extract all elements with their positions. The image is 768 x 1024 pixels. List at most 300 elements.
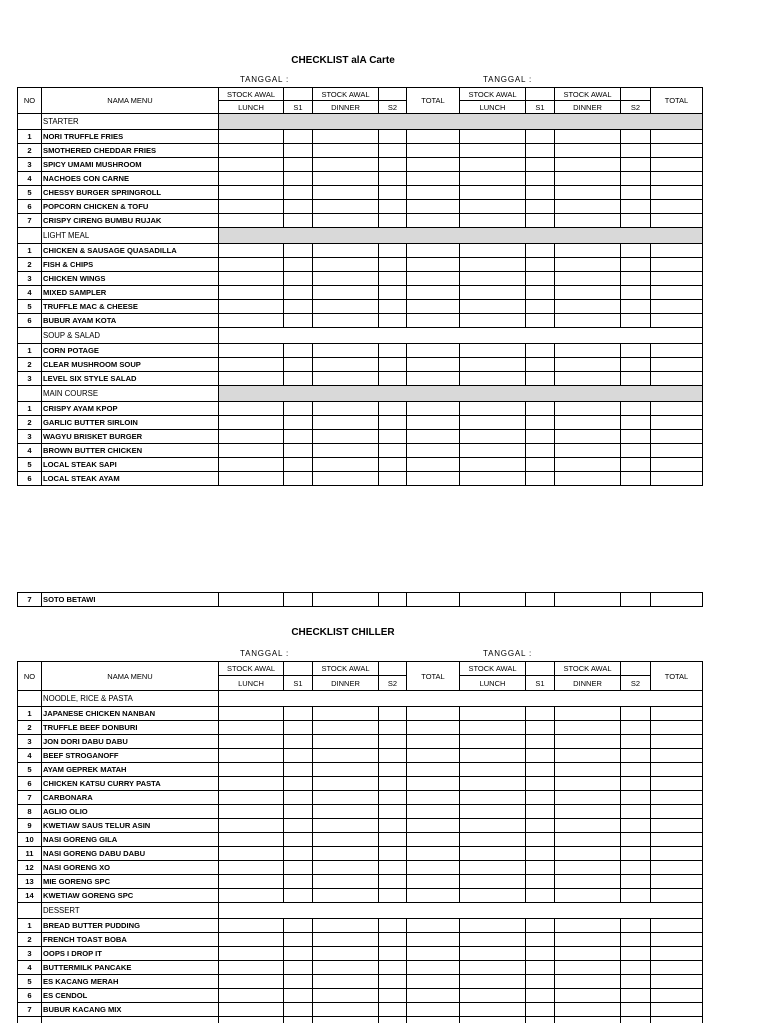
entry-cell-s2-2 [621,805,651,819]
item-number: 1 [18,707,42,721]
entry-cell-dinner-2 [555,130,621,144]
entry-cell-lunch-2 [460,1003,526,1017]
entry-cell-s2-2 [621,172,651,186]
entry-cell-dinner-2 [555,735,621,749]
entry-cell-dinner-1 [313,472,379,486]
entry-cell-total-2 [651,777,703,791]
entry-cell-total-2 [651,861,703,875]
item-name: NACHOES CON CARNE [42,172,219,186]
col-header-stock-awal: STOCK AWAL [313,662,379,676]
section-blank [219,328,703,344]
col-header-blank [284,88,313,101]
entry-cell-s1-1 [284,1017,313,1023]
menu-row [18,444,703,458]
entry-cell-s2-1 [379,444,407,458]
entry-cell-s1-1 [284,186,313,200]
entry-cell-s1-1 [284,286,313,300]
entry-cell-total-2 [651,172,703,186]
entry-cell-lunch-1 [219,1003,284,1017]
item-number: 14 [18,889,42,903]
entry-cell-s2-1 [379,314,407,328]
entry-cell-s1-2 [526,947,555,961]
menu-row [18,214,703,228]
entry-cell-total-2 [651,258,703,272]
entry-cell-lunch-2 [460,372,526,386]
entry-cell-s1-2 [526,144,555,158]
entry-cell-s2-1 [379,847,407,861]
entry-cell-lunch-1 [219,975,284,989]
item-number: 12 [18,861,42,875]
entry-cell-lunch-2 [460,402,526,416]
item-number: 3 [18,158,42,172]
item-number: 2 [18,358,42,372]
chiller-title: CHECKLIST CHILLER [291,627,395,638]
item-number: 5 [18,763,42,777]
entry-cell-total-2 [651,402,703,416]
entry-cell-dinner-2 [555,430,621,444]
menu-row [18,735,703,749]
entry-cell-dinner-2 [555,989,621,1003]
entry-cell-s2-2 [621,861,651,875]
col-header-no: NO [18,88,42,114]
entry-cell-s1-2 [526,1003,555,1017]
entry-cell-total-2 [651,833,703,847]
item-name: AYAM GEPREK MATAH [42,763,219,777]
entry-cell-dinner-2 [555,947,621,961]
entry-cell-s2-2 [621,314,651,328]
entry-cell-s1-2 [526,919,555,933]
menu-row [18,130,703,144]
entry-cell-s1-1 [284,458,313,472]
entry-cell-total-1 [407,344,460,358]
entry-cell-s1-2 [526,172,555,186]
menu-row-empty [18,1017,703,1023]
entry-cell-s1-2 [526,889,555,903]
item-name: BUTTERMILK PANCAKE [42,961,219,975]
entry-cell-s2-1 [379,593,407,607]
entry-cell-total-1 [407,707,460,721]
section-title: STARTER [42,114,219,130]
entry-cell-lunch-2 [460,735,526,749]
menu-row [18,244,703,258]
entry-cell-total-1 [407,144,460,158]
entry-cell-s1-1 [284,721,313,735]
entry-cell-dinner-1 [313,258,379,272]
entry-cell-dinner-1 [313,1017,379,1023]
entry-cell-s1-1 [284,861,313,875]
entry-cell-dinner-1 [313,961,379,975]
entry-cell-dinner-2 [555,286,621,300]
entry-cell-lunch-2 [460,749,526,763]
entry-cell-s1-1 [284,735,313,749]
menu-row [18,1003,703,1017]
entry-cell-s2-2 [621,458,651,472]
item-number: 7 [18,593,42,607]
col-header-s2: S2 [621,101,651,114]
item-name: BUBUR KACANG MIX [42,1003,219,1017]
item-name: ES KACANG MERAH [42,975,219,989]
entry-cell-total-2 [651,416,703,430]
entry-cell-lunch-1 [219,244,284,258]
entry-cell-s1-2 [526,372,555,386]
entry-cell-s1-1 [284,130,313,144]
entry-cell-s1-1 [284,200,313,214]
entry-cell-lunch-2 [460,889,526,903]
col-header-dinner: DINNER [555,101,621,114]
entry-cell-dinner-2 [555,961,621,975]
col-header-blank [526,88,555,101]
menu-row [18,791,703,805]
entry-cell-s2-1 [379,707,407,721]
entry-cell-total-2 [651,735,703,749]
entry-cell-s1-2 [526,300,555,314]
entry-cell-total-2 [651,214,703,228]
item-name: NASI GORENG GILA [42,833,219,847]
entry-cell-s1-1 [284,593,313,607]
item-number: 3 [18,430,42,444]
entry-cell-total-2 [651,372,703,386]
entry-cell-total-1 [407,919,460,933]
entry-cell-s1-1 [284,847,313,861]
entry-cell-total-1 [407,186,460,200]
alacarte-checklist-continued-table [17,592,703,607]
entry-cell-dinner-1 [313,749,379,763]
entry-cell-total-2 [651,444,703,458]
entry-cell-s2-1 [379,200,407,214]
entry-cell-s2-2 [621,819,651,833]
entry-cell-total-2 [651,593,703,607]
item-name: BROWN BUTTER CHICKEN [42,444,219,458]
col-header-lunch: LUNCH [219,101,284,114]
col-header-stock-awal: STOCK AWAL [219,88,284,101]
entry-cell-s2-1 [379,130,407,144]
entry-cell-s2-1 [379,1017,407,1023]
entry-cell-total-1 [407,861,460,875]
entry-cell-s2-1 [379,805,407,819]
entry-cell-s2-1 [379,186,407,200]
item-number: 6 [18,314,42,328]
header-row-top [18,662,703,676]
item-number: 4 [18,444,42,458]
item-name: NORI TRUFFLE FRIES [42,130,219,144]
entry-cell-s2-1 [379,819,407,833]
entry-cell-lunch-1 [219,933,284,947]
entry-cell-lunch-1 [219,200,284,214]
entry-cell-dinner-1 [313,358,379,372]
entry-cell-s2-1 [379,286,407,300]
entry-cell-dinner-1 [313,763,379,777]
item-number: 11 [18,847,42,861]
entry-cell-s2-2 [621,144,651,158]
entry-cell-dinner-2 [555,749,621,763]
menu-row [18,200,703,214]
entry-cell-s2-2 [621,919,651,933]
item-name: CRISPY CIRENG BUMBU RUJAK [42,214,219,228]
entry-cell-total-2 [651,989,703,1003]
entry-cell-s2-1 [379,416,407,430]
menu-row [18,975,703,989]
entry-cell-s1-1 [284,158,313,172]
entry-cell-s1-1 [284,919,313,933]
entry-cell-s1-2 [526,258,555,272]
entry-cell-total-1 [407,947,460,961]
item-number: 2 [18,416,42,430]
item-name: TRUFFLE BEEF DONBURI [42,721,219,735]
entry-cell-s1-1 [284,214,313,228]
entry-cell-lunch-2 [460,300,526,314]
item-name: NASI GORENG XO [42,861,219,875]
entry-cell-s1-1 [284,819,313,833]
entry-cell-s1-2 [526,200,555,214]
entry-cell-s2-1 [379,833,407,847]
entry-cell-dinner-2 [555,875,621,889]
item-number: 10 [18,833,42,847]
entry-cell-lunch-2 [460,458,526,472]
entry-cell-s2-1 [379,763,407,777]
entry-cell-dinner-2 [555,172,621,186]
item-name: CHICKEN WINGS [42,272,219,286]
section-number-cell [18,386,42,402]
entry-cell-total-1 [407,158,460,172]
entry-cell-total-2 [651,749,703,763]
item-number [18,1017,42,1023]
entry-cell-lunch-2 [460,158,526,172]
entry-cell-lunch-1 [219,372,284,386]
entry-cell-dinner-1 [313,805,379,819]
item-number: 4 [18,961,42,975]
entry-cell-total-2 [651,919,703,933]
item-number: 7 [18,791,42,805]
entry-cell-dinner-2 [555,358,621,372]
section-shading [219,228,703,244]
menu-row [18,372,703,386]
menu-row [18,749,703,763]
entry-cell-s1-2 [526,402,555,416]
entry-cell-s2-2 [621,358,651,372]
entry-cell-dinner-2 [555,861,621,875]
entry-cell-total-1 [407,314,460,328]
menu-row [18,314,703,328]
tanggal-label-right: TANGGAL : [483,75,532,84]
entry-cell-s1-1 [284,961,313,975]
entry-cell-lunch-1 [219,186,284,200]
entry-cell-total-1 [407,933,460,947]
entry-cell-s2-2 [621,158,651,172]
entry-cell-dinner-2 [555,300,621,314]
item-name: LEVEL SIX STYLE SALAD [42,372,219,386]
entry-cell-s1-1 [284,430,313,444]
entry-cell-total-1 [407,763,460,777]
col-header-s1: S1 [526,676,555,691]
entry-cell-dinner-2 [555,833,621,847]
entry-cell-lunch-1 [219,961,284,975]
entry-cell-lunch-2 [460,947,526,961]
entry-cell-s2-1 [379,919,407,933]
entry-cell-dinner-1 [313,144,379,158]
entry-cell-lunch-2 [460,130,526,144]
entry-cell-s1-2 [526,1017,555,1023]
entry-cell-dinner-2 [555,402,621,416]
col-header-dinner: DINNER [313,101,379,114]
entry-cell-s2-2 [621,707,651,721]
entry-cell-s1-2 [526,416,555,430]
entry-cell-s1-1 [284,344,313,358]
entry-cell-s1-1 [284,875,313,889]
entry-cell-s2-2 [621,200,651,214]
item-name: CHICKEN & SAUSAGE QUASADILLA [42,244,219,258]
entry-cell-s2-1 [379,735,407,749]
entry-cell-total-2 [651,875,703,889]
entry-cell-dinner-1 [313,833,379,847]
col-header-s1: S1 [284,676,313,691]
entry-cell-s2-2 [621,735,651,749]
item-name: GARLIC BUTTER SIRLOIN [42,416,219,430]
item-number: 4 [18,749,42,763]
entry-cell-s2-2 [621,961,651,975]
entry-cell-s2-1 [379,272,407,286]
entry-cell-s2-2 [621,947,651,961]
entry-cell-s2-2 [621,989,651,1003]
section-row [18,903,703,919]
menu-row [18,889,703,903]
col-header-total: TOTAL [651,88,703,114]
tanggal-label-right: TANGGAL : [483,649,532,658]
item-name: POPCORN CHICKEN & TOFU [42,200,219,214]
entry-cell-lunch-1 [219,791,284,805]
section-row [18,691,703,707]
entry-cell-lunch-2 [460,847,526,861]
section-number-cell [18,903,42,919]
entry-cell-total-1 [407,214,460,228]
header-row-top [18,88,703,101]
entry-cell-s2-1 [379,172,407,186]
entry-cell-lunch-1 [219,875,284,889]
item-name: CORN POTAGE [42,344,219,358]
item-name: CHICKEN KATSU CURRY PASTA [42,777,219,791]
entry-cell-s2-1 [379,158,407,172]
menu-row [18,172,703,186]
entry-cell-lunch-2 [460,961,526,975]
entry-cell-s2-2 [621,186,651,200]
section-row [18,228,703,244]
entry-cell-lunch-1 [219,402,284,416]
entry-cell-s2-1 [379,749,407,763]
entry-cell-total-2 [651,1003,703,1017]
entry-cell-s2-1 [379,372,407,386]
entry-cell-lunch-1 [219,300,284,314]
entry-cell-s2-1 [379,402,407,416]
entry-cell-total-1 [407,258,460,272]
item-number: 1 [18,402,42,416]
entry-cell-s1-2 [526,933,555,947]
section-title: LIGHT MEAL [42,228,219,244]
entry-cell-lunch-1 [219,919,284,933]
entry-cell-s1-2 [526,158,555,172]
entry-cell-s1-2 [526,472,555,486]
menu-row [18,593,703,607]
entry-cell-total-2 [651,458,703,472]
menu-row [18,777,703,791]
entry-cell-lunch-1 [219,721,284,735]
item-name: OOPS I DROP IT [42,947,219,961]
entry-cell-lunch-1 [219,358,284,372]
section-number-cell [18,114,42,130]
menu-row [18,358,703,372]
menu-row [18,763,703,777]
item-name: BEEF STROGANOFF [42,749,219,763]
entry-cell-dinner-1 [313,975,379,989]
table-body [18,593,703,607]
entry-cell-s1-2 [526,707,555,721]
entry-cell-lunch-2 [460,200,526,214]
entry-cell-s2-1 [379,861,407,875]
item-name: SMOTHERED CHEDDAR FRIES [42,144,219,158]
menu-row [18,430,703,444]
entry-cell-lunch-1 [219,430,284,444]
entry-cell-total-1 [407,749,460,763]
menu-row [18,458,703,472]
entry-cell-total-1 [407,372,460,386]
section-blank [219,691,703,707]
entry-cell-dinner-2 [555,593,621,607]
menu-row [18,989,703,1003]
item-name: JON DORI DABU DABU [42,735,219,749]
menu-row [18,472,703,486]
entry-cell-s1-2 [526,763,555,777]
section-row [18,114,703,130]
entry-cell-total-2 [651,200,703,214]
entry-cell-s1-2 [526,777,555,791]
section-title: SOUP & SALAD [42,328,219,344]
entry-cell-s1-1 [284,749,313,763]
entry-cell-lunch-1 [219,593,284,607]
entry-cell-total-1 [407,200,460,214]
entry-cell-total-1 [407,593,460,607]
entry-cell-s1-2 [526,593,555,607]
entry-cell-total-1 [407,975,460,989]
item-number: 6 [18,989,42,1003]
entry-cell-s2-2 [621,286,651,300]
menu-row [18,402,703,416]
entry-cell-dinner-1 [313,847,379,861]
entry-cell-dinner-1 [313,593,379,607]
entry-cell-total-1 [407,286,460,300]
entry-cell-s1-2 [526,735,555,749]
entry-cell-s2-2 [621,430,651,444]
entry-cell-dinner-2 [555,763,621,777]
entry-cell-s2-1 [379,889,407,903]
entry-cell-dinner-1 [313,130,379,144]
entry-cell-dinner-1 [313,735,379,749]
entry-cell-lunch-2 [460,833,526,847]
alacarte-title: CHECKLIST alA Carte [291,55,395,66]
entry-cell-total-2 [651,144,703,158]
menu-row [18,707,703,721]
entry-cell-lunch-1 [219,144,284,158]
entry-cell-s2-1 [379,875,407,889]
entry-cell-s1-1 [284,989,313,1003]
entry-cell-s1-1 [284,300,313,314]
col-header-blank [284,662,313,676]
entry-cell-s2-1 [379,975,407,989]
item-name: TRUFFLE MAC & CHEESE [42,300,219,314]
entry-cell-s1-1 [284,144,313,158]
entry-cell-dinner-1 [313,947,379,961]
entry-cell-total-1 [407,1017,460,1023]
entry-cell-lunch-2 [460,933,526,947]
entry-cell-dinner-2 [555,416,621,430]
menu-row [18,158,703,172]
